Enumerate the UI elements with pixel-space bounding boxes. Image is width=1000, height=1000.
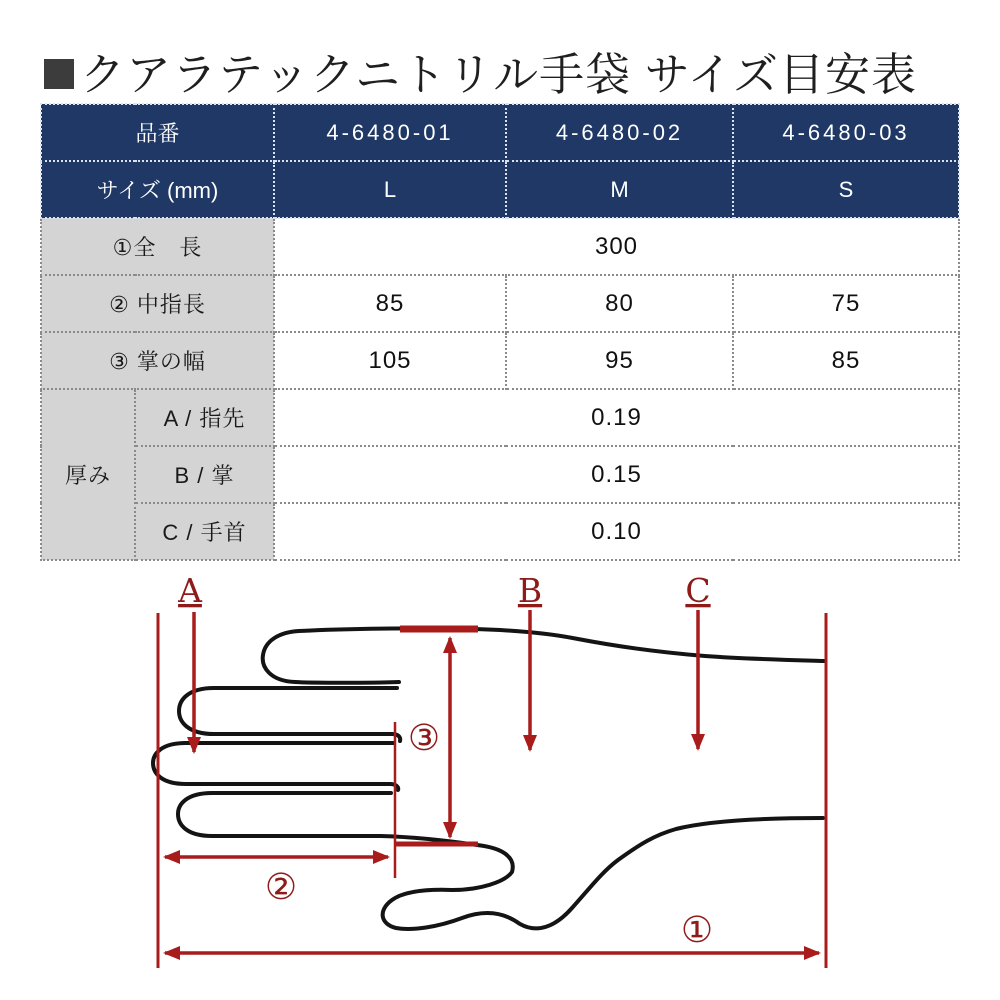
label-thickness-group: 厚み xyxy=(41,389,135,560)
label-total-length: ①全 長 xyxy=(41,218,274,275)
value-thickness-fingertip: 0.19 xyxy=(274,389,959,446)
glove-outline xyxy=(153,628,824,929)
label-circle-3: ③ xyxy=(407,718,441,759)
table-row-middle-finger xyxy=(41,275,959,332)
label-circle-2: ② xyxy=(264,867,298,908)
glove-middle-finger xyxy=(179,688,400,741)
header-size-s: S xyxy=(733,161,959,218)
value-middle-finger-l: 85 xyxy=(274,275,506,332)
label-a: A xyxy=(178,571,202,610)
label-circle-1: ① xyxy=(680,910,714,951)
label-c: C xyxy=(685,571,711,610)
glove-diagram xyxy=(0,560,1000,1000)
glove-index-finger-and-back xyxy=(263,628,824,682)
value-thickness-palm: 0.15 xyxy=(274,446,959,503)
table-row-palm-width xyxy=(41,332,959,389)
value-total-length: 300 xyxy=(274,218,959,275)
header-part-03: 4-6480-03 xyxy=(733,104,959,161)
value-middle-finger-s: 75 xyxy=(733,275,959,332)
table-row-total-length xyxy=(41,218,959,275)
title-bullet-square-icon xyxy=(44,59,74,89)
value-palm-width-s: 85 xyxy=(733,332,959,389)
header-part-02: 4-6480-02 xyxy=(506,104,733,161)
header-size-l: L xyxy=(274,161,506,218)
label-palm-width: ③ 掌の幅 xyxy=(41,332,274,389)
glove-ring-finger xyxy=(153,743,398,790)
value-palm-width-l: 105 xyxy=(274,332,506,389)
table-row-thickness-palm xyxy=(41,446,959,503)
size-table xyxy=(40,103,960,561)
table-row-part-number xyxy=(41,104,959,161)
header-size-mm: サイズ (mm) xyxy=(41,161,274,218)
label-middle-finger: ② 中指長 xyxy=(41,275,274,332)
table-row-size xyxy=(41,161,959,218)
header-part-01: 4-6480-01 xyxy=(274,104,506,161)
label-thickness-fingertip: A / 指先 xyxy=(135,389,274,446)
label-b: B xyxy=(517,571,543,610)
glove-little-finger xyxy=(178,793,477,845)
table-row-thickness-wrist xyxy=(41,503,959,560)
page-title-text: クアラテックニトリル手袋 サイズ目安表 xyxy=(80,49,918,100)
page-title xyxy=(44,38,917,103)
value-palm-width-m: 95 xyxy=(506,332,733,389)
header-size-m: M xyxy=(506,161,733,218)
label-thickness-palm: B / 掌 xyxy=(135,446,274,503)
value-thickness-wrist: 0.10 xyxy=(274,503,959,560)
header-part-number: 品番 xyxy=(41,104,274,161)
table-row-thickness-fingertip xyxy=(41,389,959,446)
value-middle-finger-m: 80 xyxy=(506,275,733,332)
label-thickness-wrist: C / 手首 xyxy=(135,503,274,560)
